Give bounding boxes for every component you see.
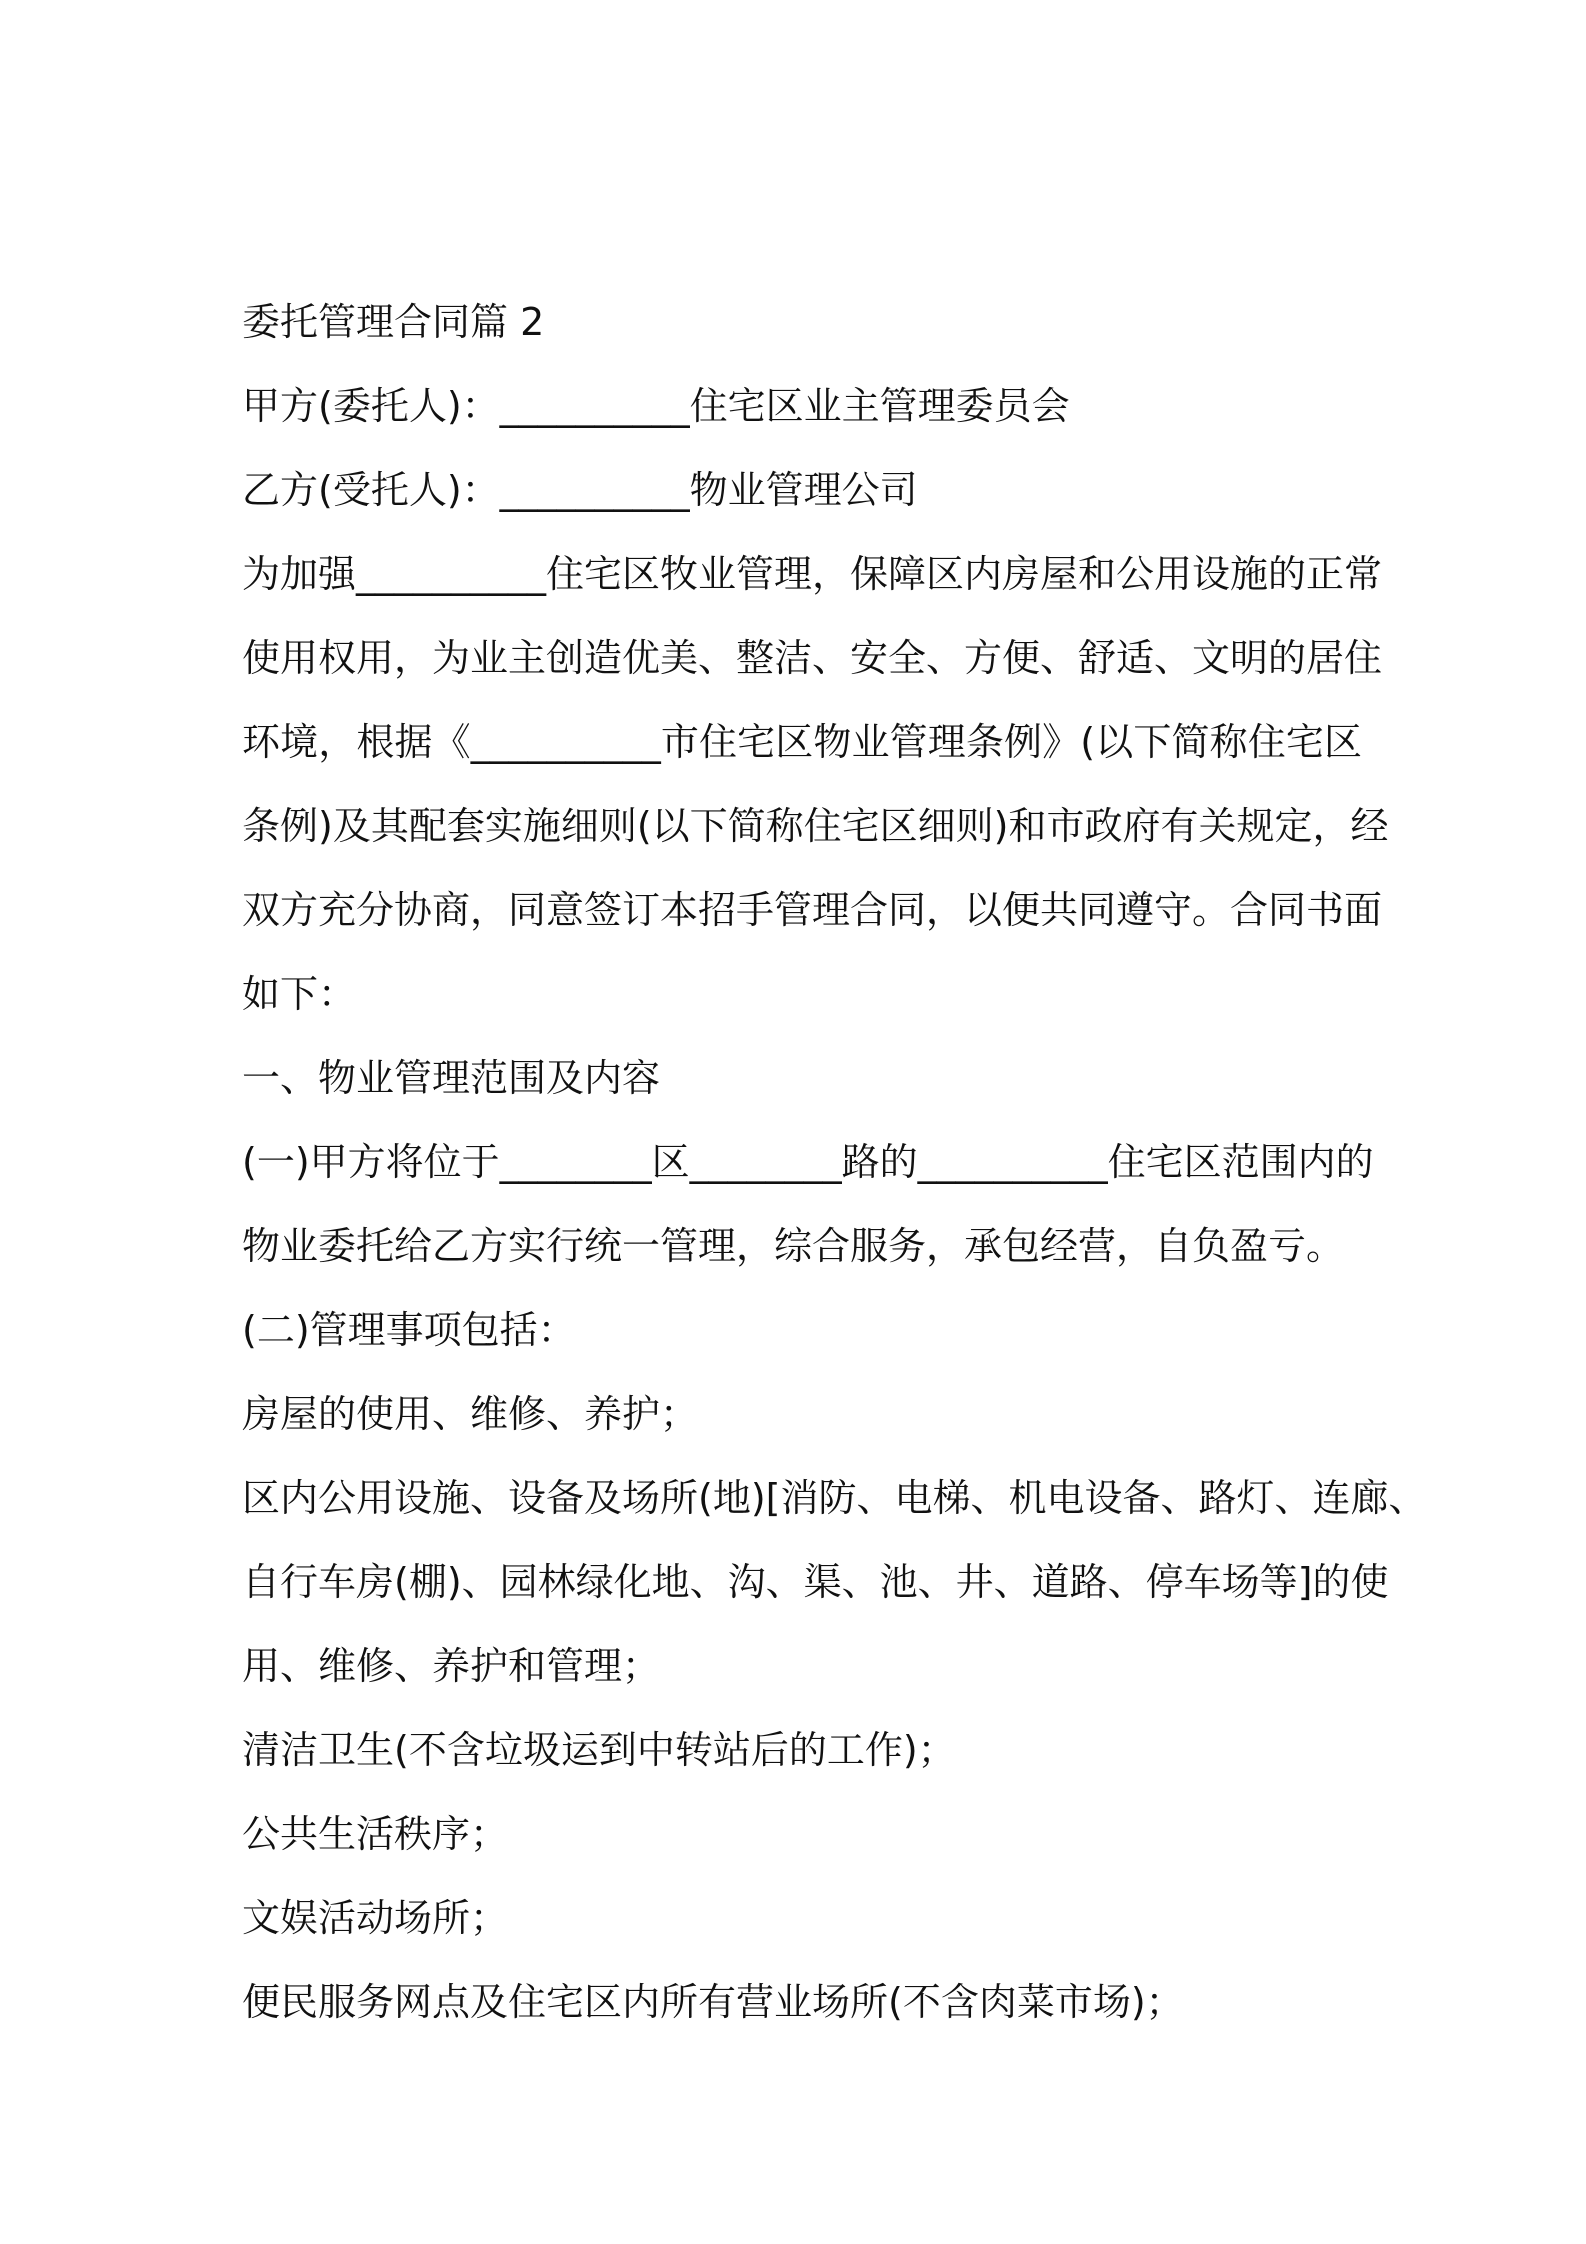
list-item: 区内公用设施、设备及场所(地)[消防、电梯、机电设备、路灯、连廊、 [242,1476,1427,1520]
document-body [242,280,1427,2044]
clause-line: (二)管理事项包括： [242,1308,576,1352]
list-item: 公共生活秩序； [242,1812,509,1856]
intro-paragraph-line: 条例)及其配套实施细则(以下简称住宅区细则)和市政府有关规定，经 [242,804,1389,848]
intro-paragraph-line: 为加强__________住宅区牧业管理，保障区内房屋和公用设施的正常 [242,552,1383,596]
list-item: 用、维修、养护和管理； [242,1644,661,1688]
list-item: 清洁卫生(不含垃圾运到中转站后的工作)； [242,1728,956,1772]
list-item: 便民服务网点及住宅区内所有营业场所(不含肉菜市场)； [242,1980,1184,2024]
document-title: 委托管理合同篇 2 [242,300,545,344]
intro-paragraph-line: 双方充分协商，同意签订本招手管理合同，以便共同遵守。合同书面 [242,888,1383,932]
clause-line: 物业委托给乙方实行统一管理，综合服务，承包经营，自负盈亏。 [242,1224,1345,1268]
list-item: 文娱活动场所； [242,1896,509,1940]
intro-paragraph-line: 使用权用，为业主创造优美、整洁、安全、方便、舒适、文明的居住 [242,636,1383,680]
list-item: 房屋的使用、维修、养护； [242,1392,699,1436]
party-a-line: 甲方(委托人)：__________住宅区业主管理委员会 [242,384,1070,428]
intro-paragraph-line: 如下： [242,972,357,1016]
intro-paragraph-line: 环境，根据《__________市住宅区物业管理条例》(以下简称住宅区 [242,720,1362,764]
list-item: 自行车房(棚)、园林绿化地、沟、渠、池、井、道路、停车场等]的使 [242,1560,1389,1604]
party-b-line: 乙方(受托人)：__________物业管理公司 [242,468,918,512]
clause-line: (一)甲方将位于________区________路的__________住宅区范围内的 [242,1140,1374,1184]
section-heading: 一、物业管理范围及内容 [242,1056,661,1100]
